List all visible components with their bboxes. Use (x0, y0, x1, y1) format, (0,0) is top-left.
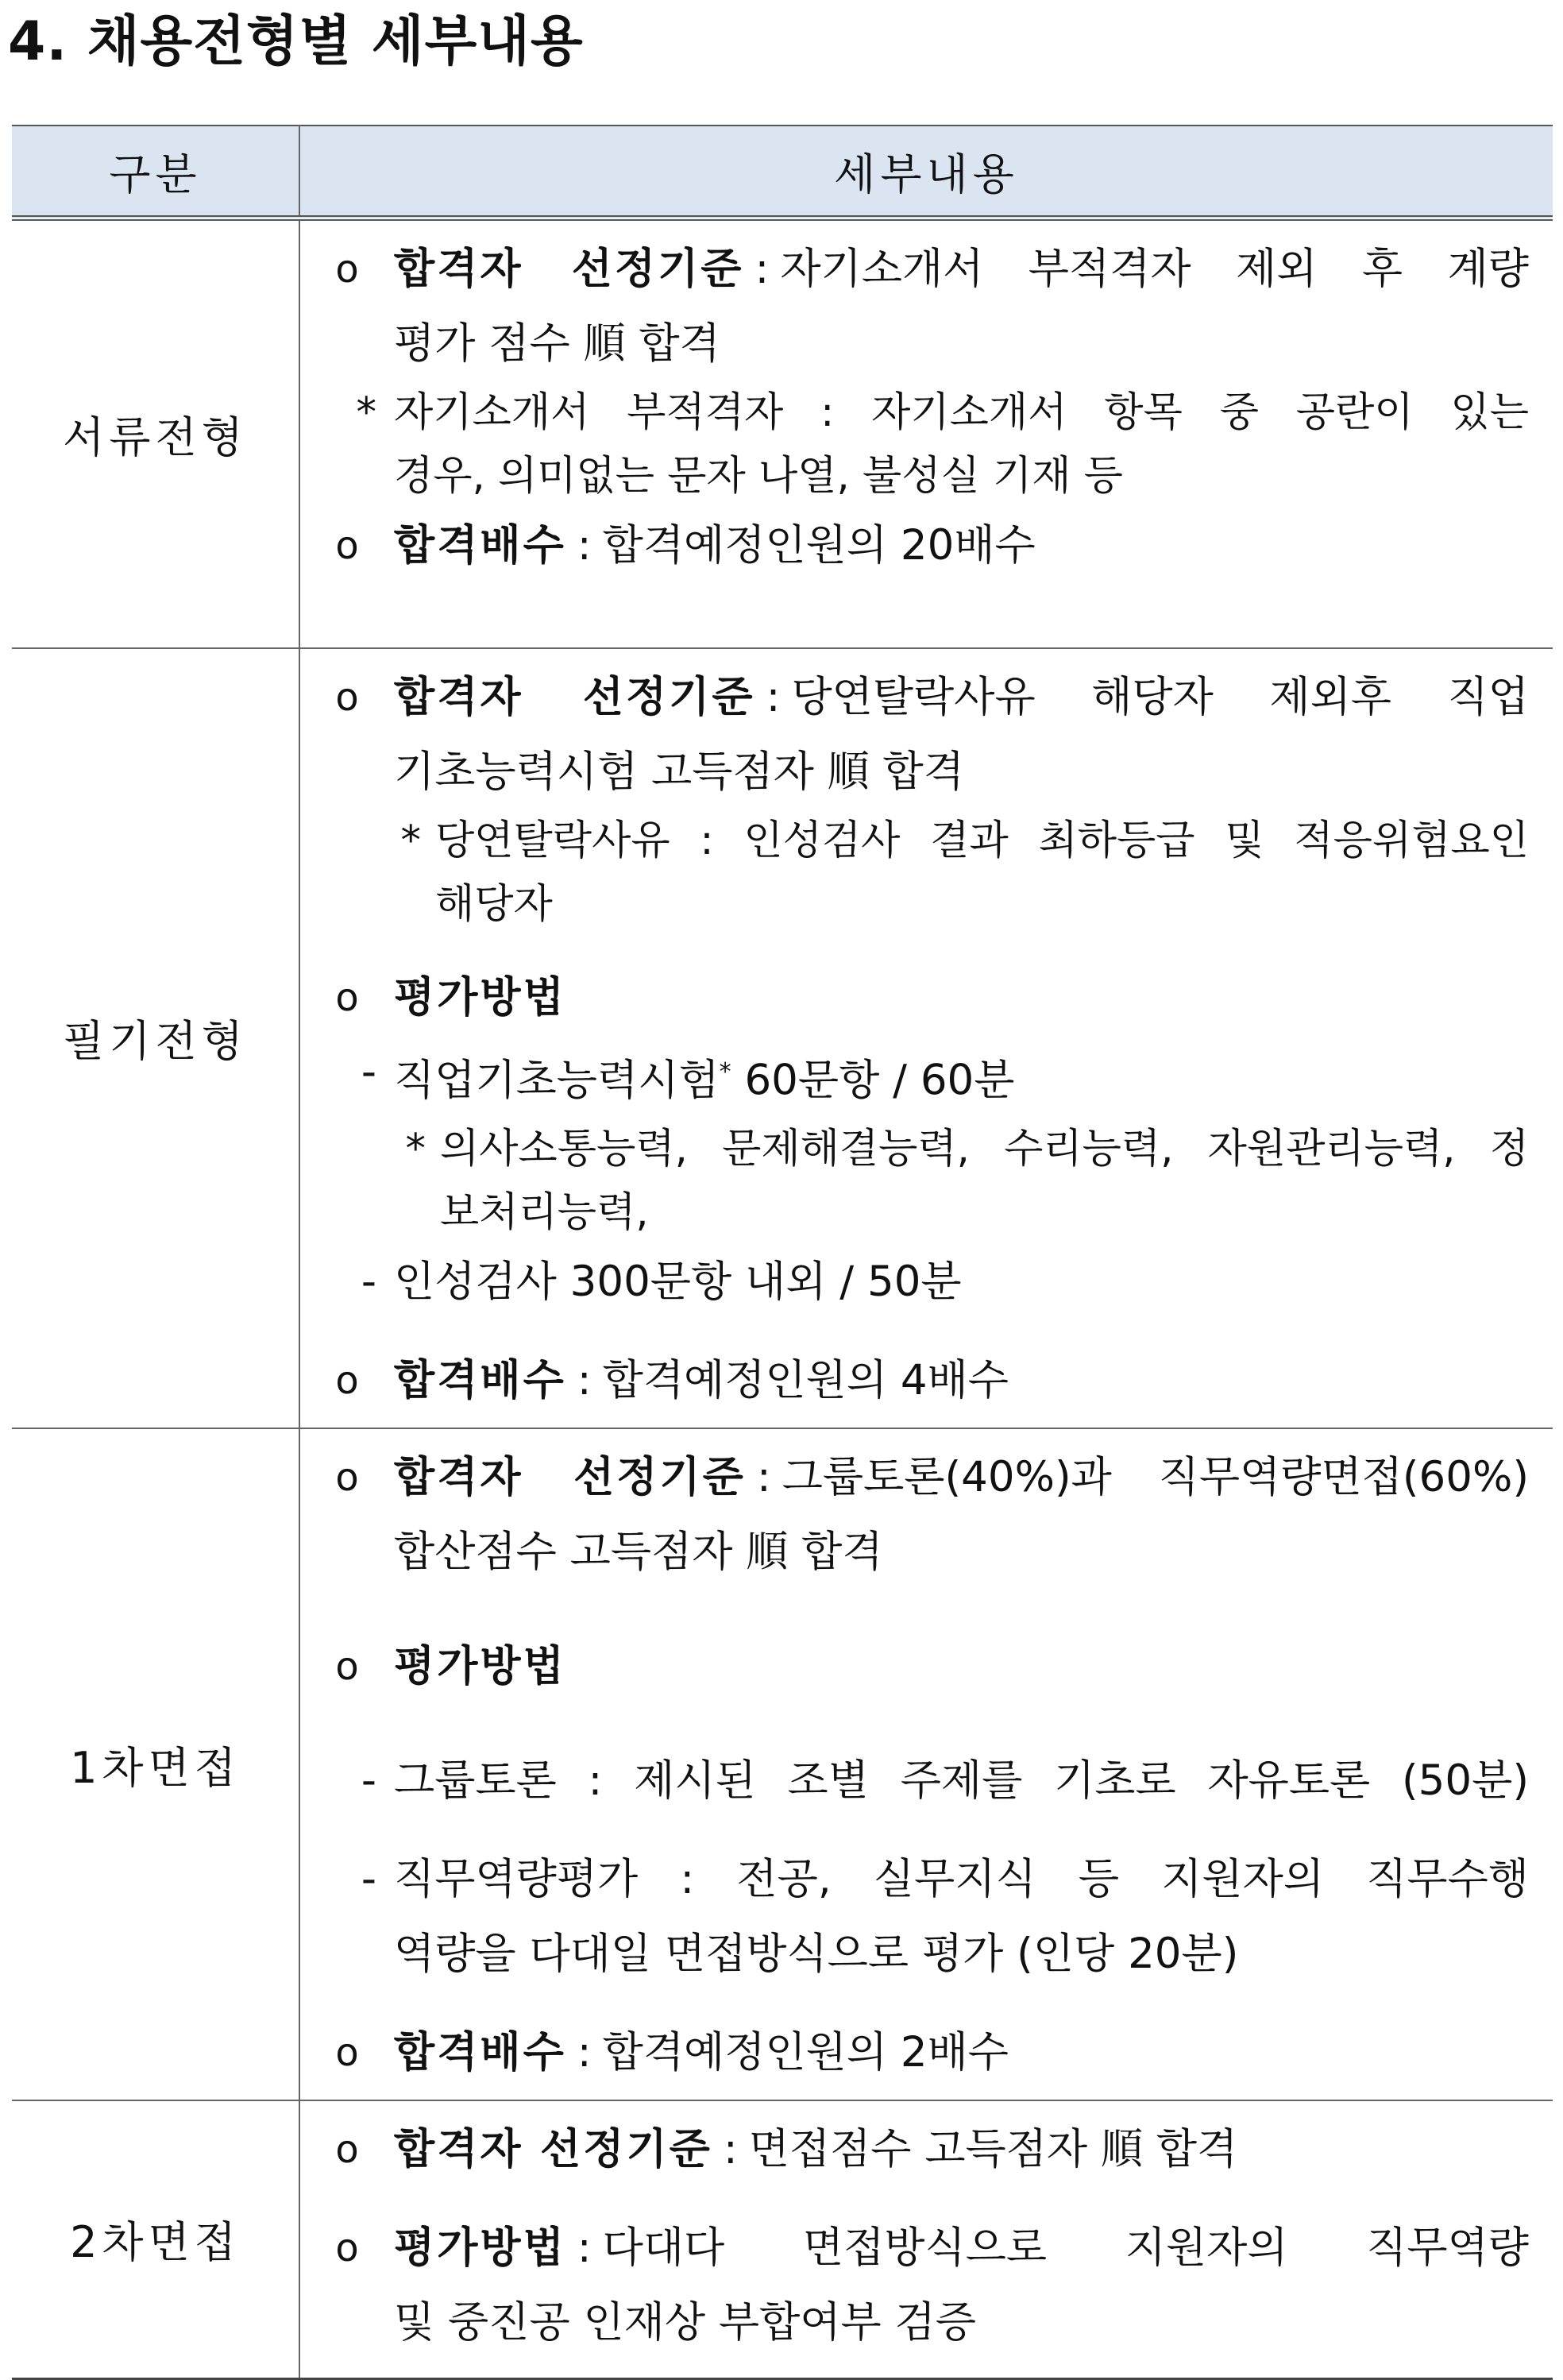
method-label: 평가방법 (394, 972, 566, 1022)
method-detail-text: 직업기초능력시험 (394, 1056, 720, 1105)
table-row (12, 648, 1553, 1429)
bullet-mark: ο (335, 975, 359, 1020)
note-mark: * (356, 389, 376, 436)
table-row (12, 218, 1553, 648)
table-row (12, 2100, 1553, 2378)
row-details (299, 648, 1553, 1429)
method-label: 평가방법 (394, 2224, 566, 2273)
method-label: 평가방법 (394, 1642, 566, 1691)
method-detail-text: 직무역량평가 : 전공, 실무지식 등 지원자의 직무수행 (394, 1855, 1529, 1904)
multiple-text: 합격예정인원의 2배수 (602, 2028, 1009, 2077)
method-detail (300, 1744, 1529, 1818)
row-category: 1차면접 (12, 1428, 299, 2100)
multiple-label: 합격배수 (394, 521, 566, 570)
criteria-item: ο 합격자 선정기준 : 당연탈락사유 해당자 제외후 직업 기초능력시험 고득점자 順 합격 (300, 660, 1529, 809)
row-category: 필기전형 (12, 648, 299, 1429)
note-mark: * (400, 817, 421, 864)
criteria-label: 합격자 선정기준 (394, 672, 755, 721)
note-item (300, 381, 1529, 508)
multiple-text: 합격예정인원의 4배수 (602, 1356, 1009, 1405)
method-detail (300, 1035, 1529, 1119)
criteria-text: 자기소개서 부적격자 제외 후 계량 (780, 245, 1529, 293)
row-details (299, 218, 1553, 648)
method-text: 다대다 면접방식으로 지원자의 직무역량 (602, 2224, 1529, 2273)
multiple-text: 합격예정인원의 20배수 (602, 521, 1036, 570)
method-text-cont: 및 중진공 인재상 부합여부 검증 (394, 2298, 976, 2347)
criteria-label: 합격자 선정기준 (394, 2125, 712, 2174)
footnote-mark: * (719, 1057, 731, 1086)
dash-mark: - (361, 1756, 376, 1806)
note-text-cont: 경우, 의미없는 문자 나열, 불성실 기재 등 (394, 453, 1123, 500)
table-row (12, 1428, 1553, 2100)
criteria-item: ο 합격자 선정기준 : 그룹토론(40%)과 직무역량면접(60%) 합산점수 고득점자 順 합격 (300, 1440, 1529, 1590)
note-text: 당연탈락사유 : 인성검사 결과 최하등급 및 적응위험요인 (435, 817, 1529, 864)
criteria-text-cont: 합산점수 고득점자 順 합격 (394, 1528, 883, 1577)
method-detail-text: 인성검사 300문항 내외 / 50분 (394, 1258, 962, 1307)
note-text-cont: 해당자 (435, 880, 553, 928)
multiple-item: ο 합격배수 : 합격예정인원의 2배수 (300, 2015, 1529, 2090)
criteria-text-cont: 기초능력시험 고득점자 順 합격 (394, 747, 964, 796)
criteria-item: ο 합격자 선정기준 : 면접점수 고득점자 順 합격 (300, 2112, 1529, 2187)
note-item (300, 809, 1529, 937)
bullet-mark: ο (335, 674, 359, 720)
method-item (300, 1629, 1529, 1704)
selection-details-table (12, 125, 1553, 2380)
bullet-mark: ο (335, 2226, 359, 2271)
method-item (300, 960, 1529, 1035)
note-text-cont: 보처리능력, (440, 1189, 649, 1237)
header-details: 세부내용 (299, 126, 1553, 218)
header-category: 구분 (12, 126, 299, 218)
multiple-item: ο 합격배수 : 합격예정인원의 20배수 (300, 508, 1529, 583)
criteria-text: 그룹토론(40%)과 직무역량면접(60%) (782, 1453, 1529, 1502)
bullet-mark: ο (335, 1644, 359, 1690)
criteria-text: 면접점수 고득점자 順 합격 (748, 2125, 1238, 2174)
note-item (300, 1118, 1529, 1245)
method-item: ο 평가방법 : 다대다 면접방식으로 지원자의 직무역량 및 중진공 인재상 부합여부 검증 (300, 2211, 1529, 2360)
page-title: 4. 채용전형별 세부내용 (8, 10, 584, 73)
method-detail (300, 1245, 1529, 1319)
row-details (299, 1428, 1553, 2100)
bullet-mark: ο (335, 247, 359, 292)
bullet-mark: ο (335, 1358, 359, 1404)
bullet-mark: ο (335, 2030, 359, 2076)
table-header-row (12, 126, 1553, 218)
criteria-text-cont: 평가 점수 順 합격 (394, 319, 720, 368)
note-text: 자기소개서 부적격자 : 자기소개서 항목 중 공란이 있는 (394, 389, 1529, 436)
multiple-label: 합격배수 (394, 1356, 566, 1405)
method-detail-text: 그룹토론 : 제시된 조별 주제를 기초로 자유토론 (50분) (394, 1756, 1529, 1806)
row-category: 서류전형 (12, 218, 299, 648)
dash-mark: - (361, 1855, 376, 1904)
bullet-mark: ο (335, 1455, 359, 1501)
bullet-mark: ο (335, 524, 359, 568)
method-detail (300, 1842, 1529, 1992)
method-detail-rest: 60문항 / 60분 (744, 1056, 1015, 1105)
criteria-text: 당연탈락사유 해당자 제외후 직업 (791, 672, 1529, 721)
dash-mark: - (361, 1047, 376, 1096)
note-text: 의사소통능력, 문제해결능력, 수리능력, 자원관리능력, 정 (440, 1126, 1529, 1173)
criteria-label: 합격자 선정기준 (394, 1453, 746, 1502)
multiple-item: ο 합격배수 : 합격예정인원의 4배수 (300, 1343, 1529, 1418)
method-detail-text-cont: 역량을 다대일 면접방식으로 평가 (인당 20분) (394, 1930, 1239, 1979)
bullet-mark: ο (335, 2127, 359, 2173)
criteria-label: 합격자 선정기준 (394, 245, 744, 293)
note-mark: * (405, 1126, 426, 1173)
criteria-item: ο 합격자 선정기준 : 자기소개서 부적격자 제외 후 계량 평가 점수 順 합격 (300, 232, 1529, 381)
dash-mark: - (361, 1258, 376, 1307)
row-category: 2차면접 (12, 2100, 299, 2378)
row-details (299, 2100, 1553, 2378)
multiple-label: 합격배수 (394, 2028, 566, 2077)
